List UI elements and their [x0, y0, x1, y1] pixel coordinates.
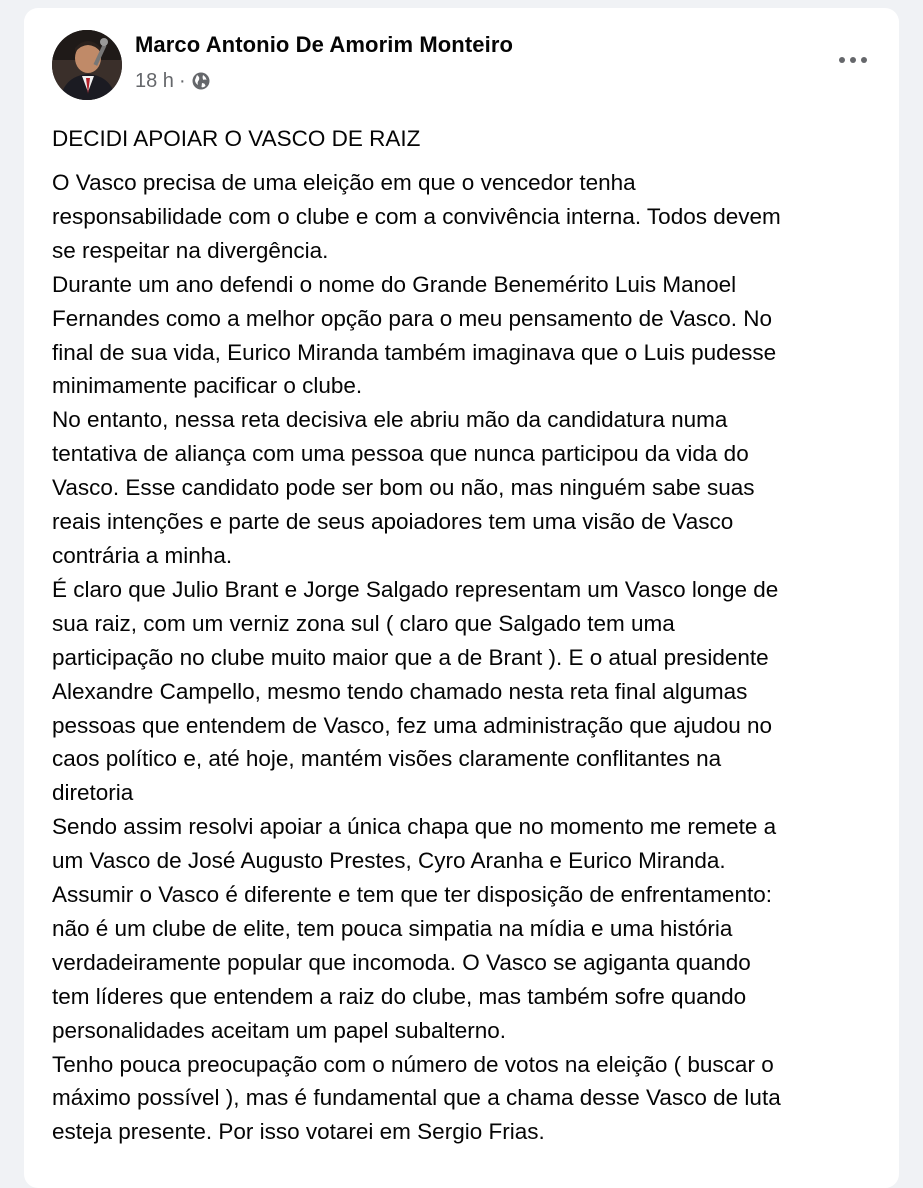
post-body	[52, 166, 882, 1149]
post-text-line: não é um clube de elite, tem pouca simpatia na mídia e uma história	[52, 915, 733, 941]
post-text-line: minimamente pacificar o clube.	[52, 373, 363, 399]
post-text-line: sua raiz, com um verniz zona sul ( claro que Salgado tem uma	[52, 610, 675, 636]
meta-separator: ·	[178, 69, 186, 92]
post-meta	[135, 69, 211, 93]
post-text-line: esteja presente. Por isso votarei em Sergio Frias.	[52, 1119, 545, 1145]
post-text-line: participação no clube muito maior que a de Brant ). E o atual presidente	[52, 644, 769, 670]
post-text-line: Assumir o Vasco é diferente e tem que ter disposição de enfrentamento:	[52, 882, 772, 908]
post-text-line: um Vasco de José Augusto Prestes, Cyro Aranha e Eurico Miranda.	[52, 848, 726, 874]
post-text-line: É claro que Julio Brant e Jorge Salgado representam um Vasco longe de	[52, 576, 779, 602]
post-text-line: tentativa de aliança com uma pessoa que nunca participou da vida do	[52, 441, 749, 467]
post-text-line: Fernandes como a melhor opção para o meu pensamento de Vasco. No	[52, 305, 772, 331]
author-name[interactable]: Marco Antonio De Amorim Monteiro	[135, 32, 514, 57]
post-text-line: Vasco. Esse candidato pode ser bom ou não, mas ninguém sabe suas	[52, 475, 755, 501]
post-title: DECIDI APOIAR O VASCO DE RAIZ	[52, 126, 421, 151]
post-text-line: diretoria	[52, 780, 134, 806]
post-text-line: se respeitar na divergência.	[52, 237, 329, 263]
post-text-line: contrária a minha.	[52, 542, 233, 568]
avatar[interactable]	[52, 30, 122, 100]
globe-icon[interactable]	[191, 71, 211, 91]
post-text-line: tem líderes que entendem a raiz do clube, mas também sofre quando	[52, 983, 747, 1009]
post-text-line: Durante um ano defendi o nome do Grande Benemérito Luis Manoel	[52, 271, 737, 297]
post-text-line: O Vasco precisa de uma eleição em que o vencedor tenha	[52, 170, 636, 195]
post-text-line: verdadeiramente popular que incomoda. O Vasco se agiganta quando	[52, 949, 751, 975]
post-text-line: reais intenções e parte de seus apoiadores tem uma visão de Vasco	[52, 509, 734, 535]
more-options-button[interactable]	[829, 44, 877, 76]
avatar-image	[52, 30, 122, 100]
post-text-line: Alexandre Campello, mesmo tendo chamado nesta reta final algumas	[52, 678, 748, 704]
more-options-icon	[838, 56, 868, 64]
post-text-line: Tenho pouca preocupação com o número de votos na eleição ( buscar o	[52, 1051, 774, 1077]
post-text-line: pessoas que entendem de Vasco, fez uma administração que ajudou no	[52, 712, 773, 738]
post-card	[24, 8, 899, 1188]
post-text-line: Sendo assim resolvi apoiar a única chapa que no momento me remete a	[52, 814, 777, 840]
post-text-line: No entanto, nessa reta decisiva ele abriu mão da candidatura numa	[52, 407, 728, 433]
post-text-line: final de sua vida, Eurico Miranda também imaginava que o Luis pudesse	[52, 339, 777, 365]
post-text-line: caos político e, até hoje, mantém visões claramente conflitantes na	[52, 746, 722, 772]
post-text-line: personalidades aceitam um papel subalterno.	[52, 1017, 507, 1043]
post-timestamp[interactable]: 18 h	[135, 69, 174, 92]
post-text-line: responsabilidade com o clube e com a convivência interna. Todos devem	[52, 203, 781, 229]
post-text-line: máximo possível ), mas é fundamental que a chama desse Vasco de luta	[52, 1085, 781, 1111]
post-header	[24, 8, 899, 108]
